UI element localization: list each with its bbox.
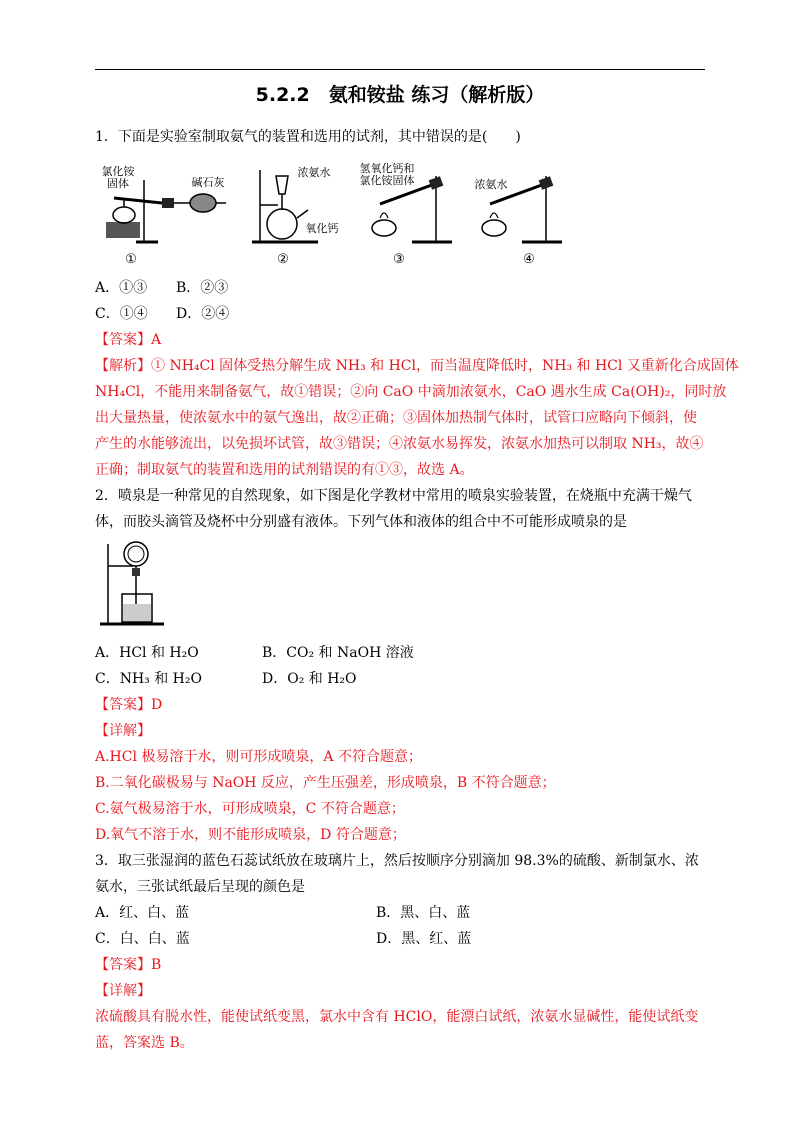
q2-detail-line-3: C.氨气极易溶于水，可形成喷泉，C 不符合题意；: [95, 801, 405, 817]
q3-option-a: A．红、白、蓝: [95, 905, 190, 921]
q2-detail-line-1: A.HCl 极易溶于水，则可形成喷泉，A 不符合题意；: [95, 749, 422, 765]
q2-detail-line-2: B.二氧化碳极易与 NaOH 反应，产生压强差，形成喷泉，B 不符合题意；: [95, 775, 556, 791]
q1-fig2-label-2: 氧化钙: [305, 222, 339, 235]
q2-fountain-figure: [98, 538, 168, 628]
q1-analysis-line-5: 正确；制取氨气的装置和选用的试剂错误的有①③，故选 A。: [95, 462, 474, 478]
q1-analysis-line-1: 【解析】① NH₄Cl 固体受热分解生成 NH₃ 和 HCl，而当温度降低时，NH₃ 和 HCl 又重新化合成固体: [95, 358, 739, 374]
page-title: 5.2.2 氨和铵盐 练习（解析版）: [255, 84, 545, 106]
q3-option-d: D．黑、红、蓝: [376, 931, 472, 947]
q1-figure-4: [466, 156, 566, 267]
q3-stem-line-1: 3．取三张湿润的蓝色石蕊试纸放在玻璃片上，然后按顺序分别滴加 98.3%的硫酸、新制氯水、浓: [95, 853, 699, 869]
q1-figure-2: [248, 160, 348, 267]
q1-fig3-number: ③: [393, 252, 405, 267]
q2-detail-line-4: D.氧气不溶于水，则不能形成喷泉，D 符合题意；: [95, 827, 406, 843]
q2-stem-line-1: 2．喷泉是一种常见的自然现象，如下图是化学教材中常用的喷泉实验装置，在烧瓶中充满干燥气: [95, 488, 692, 504]
q1-fig1-label-3: 碱石灰: [191, 176, 225, 189]
q2-option-a: A．HCl 和 H₂O: [95, 645, 199, 661]
q1-analysis-line-4: 产生的水能够流出，以免损坏试管，故③错误；④浓氨水易挥发，浓氨水加热可以制取 NH₃，故④: [95, 436, 704, 452]
q1-option-b: B．②③: [176, 280, 229, 296]
q3-answer: 【答案】B: [95, 957, 162, 973]
q1-fig4-number: ④: [523, 252, 535, 267]
q1-option-c: C．①④: [95, 306, 148, 322]
q1-fig3-label-2: 氯化铵固体: [359, 174, 415, 187]
q1-fig2-label-1: 浓氨水: [297, 166, 331, 179]
q3-option-c: C．白、白、蓝: [95, 931, 190, 947]
q2-option-d: D．O₂ 和 H₂O: [262, 671, 357, 687]
q1-fig1-label-1: 氯化铵: [101, 165, 135, 178]
q1-stem: 1．下面是实验室制取氨气的装置和选用的试剂，其中错误的是( ): [95, 129, 521, 145]
q1-option-a: A．①③: [95, 280, 148, 296]
q3-detail-line-1: 浓硫酸具有脱水性，能使试纸变黑，氯水中含有 HClO，能漂白试纸，浓氨水显碱性，能使试纸变: [95, 1009, 699, 1025]
q1-fig1-number: ①: [125, 252, 137, 267]
q2-option-c: C．NH₃ 和 H₂O: [95, 671, 202, 687]
q1-fig3-label-1: 氢氧化钙和: [359, 162, 415, 175]
q2-option-b: B．CO₂ 和 NaOH 溶液: [262, 645, 414, 661]
q1-fig1-label-2: 固体: [107, 177, 129, 190]
q1-figure-3: [356, 156, 456, 267]
q2-answer: 【答案】D: [95, 697, 163, 713]
header-rule: [95, 69, 705, 70]
q3-stem-line-2: 氨水，三张试纸最后呈现的颜色是: [95, 879, 305, 895]
q1-analysis-line-2: NH₄Cl，不能用来制备氨气，故①错误；②向 CaO 中滴加浓氨水，CaO 遇水生成 Ca(OH)₂，同时放: [95, 384, 727, 400]
q1-option-d: D．②④: [176, 306, 230, 322]
q1-fig2-number: ②: [277, 252, 289, 267]
q3-option-b: B．黑、白、蓝: [376, 905, 471, 921]
q3-detail-label: 【详解】: [95, 983, 151, 999]
q1-fig4-label-1: 浓氨水: [474, 178, 508, 191]
q2-stem-line-2: 体，而胶头滴管及烧杯中分别盛有液体。下列气体和液体的组合中不可能形成喷泉的是: [95, 514, 627, 530]
q1-figure-1: [100, 160, 230, 267]
q1-analysis-line-3: 出大量热量，使浓氨水中的氨气逸出，故②正确；③固体加热制气体时，试管口应略向下倾斜，使: [95, 410, 697, 426]
q2-detail-label: 【详解】: [95, 723, 151, 739]
q1-answer: 【答案】A: [95, 332, 162, 348]
q3-detail-line-2: 蓝，答案选 B。: [95, 1035, 194, 1051]
